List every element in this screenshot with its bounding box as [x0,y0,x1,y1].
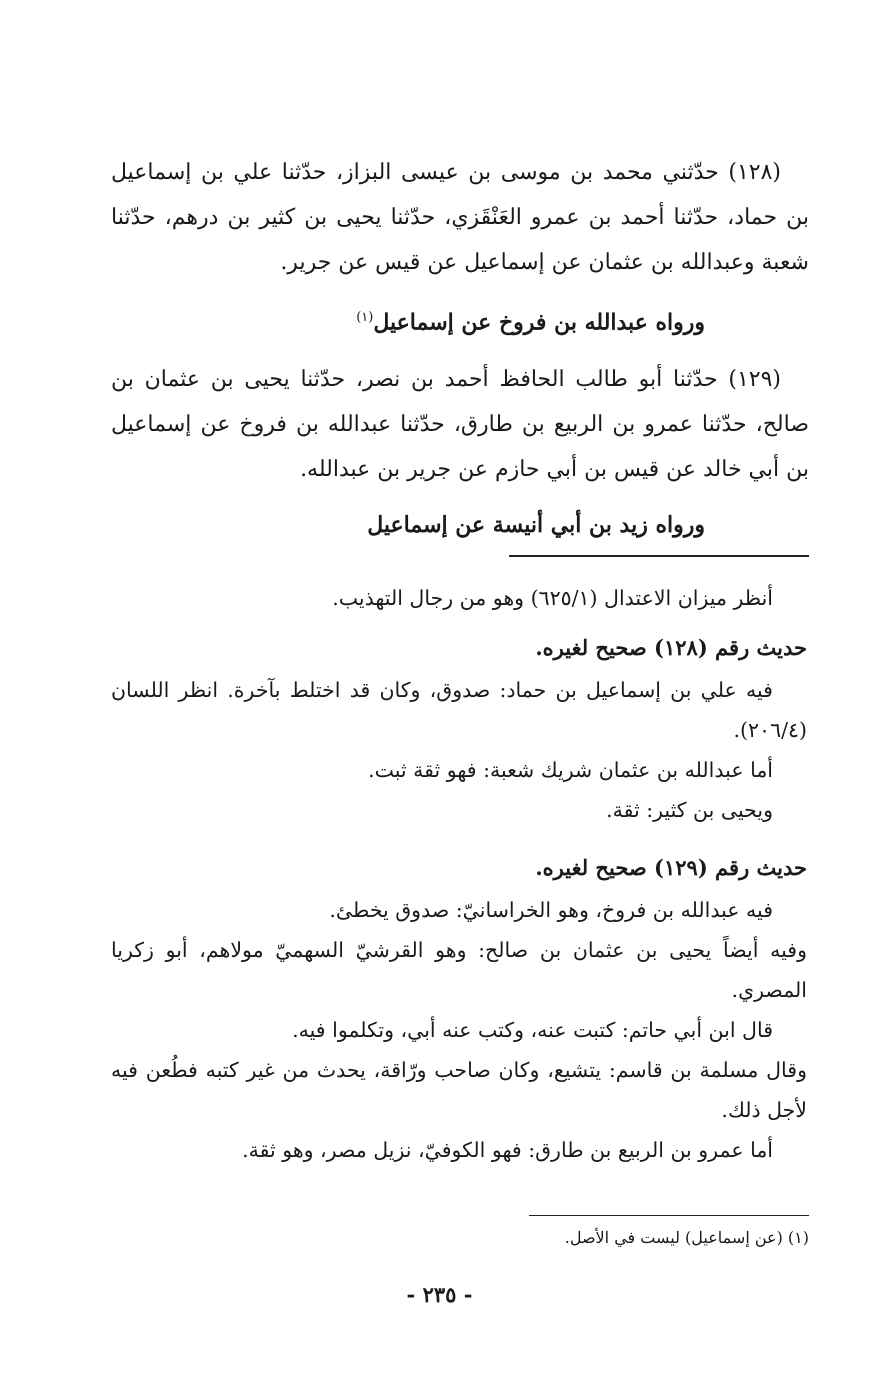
riwaya-heading-1-text: ورواه عبدالله بن فروخ عن إسماعيل [373,309,705,336]
comment-128-1: فيه علي بن إسماعيل بن حماد: صدوق، وكان قد اختلط بآخرة. انظر اللسان (٢٠٦/٤). [111,678,807,742]
hadith-128: (١٢٨) حدّثني محمد بن موسى بن عيسى البزاز، حدّثنا علي بن إسماعيل بن حماد، حدّثنا أحمد بن عمرو العَنْقَزي، حدّثنا يحيى بن كثير بن درهم، حدّثنا شعبة وعبدالله بن عثمان عن إسماعيل عن قيس عن جرير. [111,160,809,275]
riwaya-heading-1 [111,295,809,345]
commentary-section [111,578,807,1170]
footnote-divider [529,1215,809,1216]
comment-128-3: ويحيى بن كثير: ثقة. [606,798,773,822]
main-text [111,150,809,560]
riwaya-heading-2: ورواه زيد بن أبي أنيسة عن إسماعيل [367,512,705,539]
comment-129-2: وفيه أيضاً يحيى بن عثمان بن صالح: وهو القرشيّ السهميّ مولاهم، أبو زكريا المصري. [111,938,807,1002]
comment-129-4: وقال مسلمة بن قاسم: يتشيع، وكان صاحب ورّاقة، يحدث من غير كتبه فطُعن فيه لأجل ذلك. [111,1058,807,1122]
footnote: (١) (عن إسماعيل) ليست في الأصل. [564,1228,809,1247]
comment-128-2: أما عبدالله بن عثمان شريك شعبة: فهو ثقة ثبت. [368,758,773,782]
heading-hadith-128: حديث رقم (١٢٨) صحيح لغيره. [535,635,807,660]
mizan-note: أنظر ميزان الاعتدال (٦٢٥/١) وهو من رجال التهذيب. [332,586,773,610]
comment-129-1: فيه عبدالله بن فروخ، وهو الخراسانيّ: صدوق يخطئ. [329,898,773,922]
comment-129-3: قال ابن أبي حاتم: كتبت عنه، وكتب عنه أبي، وتكلموا فيه. [292,1018,773,1042]
hadith-129: (١٢٩) حدّثنا أبو طالب الحافظ أحمد بن نصر، حدّثنا يحيى بن عثمان بن صالح، حدّثنا عمرو بن الربيع بن طارق، حدّثنا عبدالله بن فروخ عن إسماعيل بن أبي خالد عن قيس بن أبي حازم عن جرير بن عبدالله. [111,367,809,483]
comment-129-5: أما عمرو بن الربيع بن طارق: فهو الكوفيّ، نزيل مصر، وهو ثقة. [242,1138,773,1162]
footnote-reference: (١) [356,310,374,325]
heading-hadith-129: حديث رقم (١٢٩) صحيح لغيره. [535,855,807,880]
page-number: - ٢٣٥ - [406,1282,473,1307]
section-divider [509,555,809,557]
